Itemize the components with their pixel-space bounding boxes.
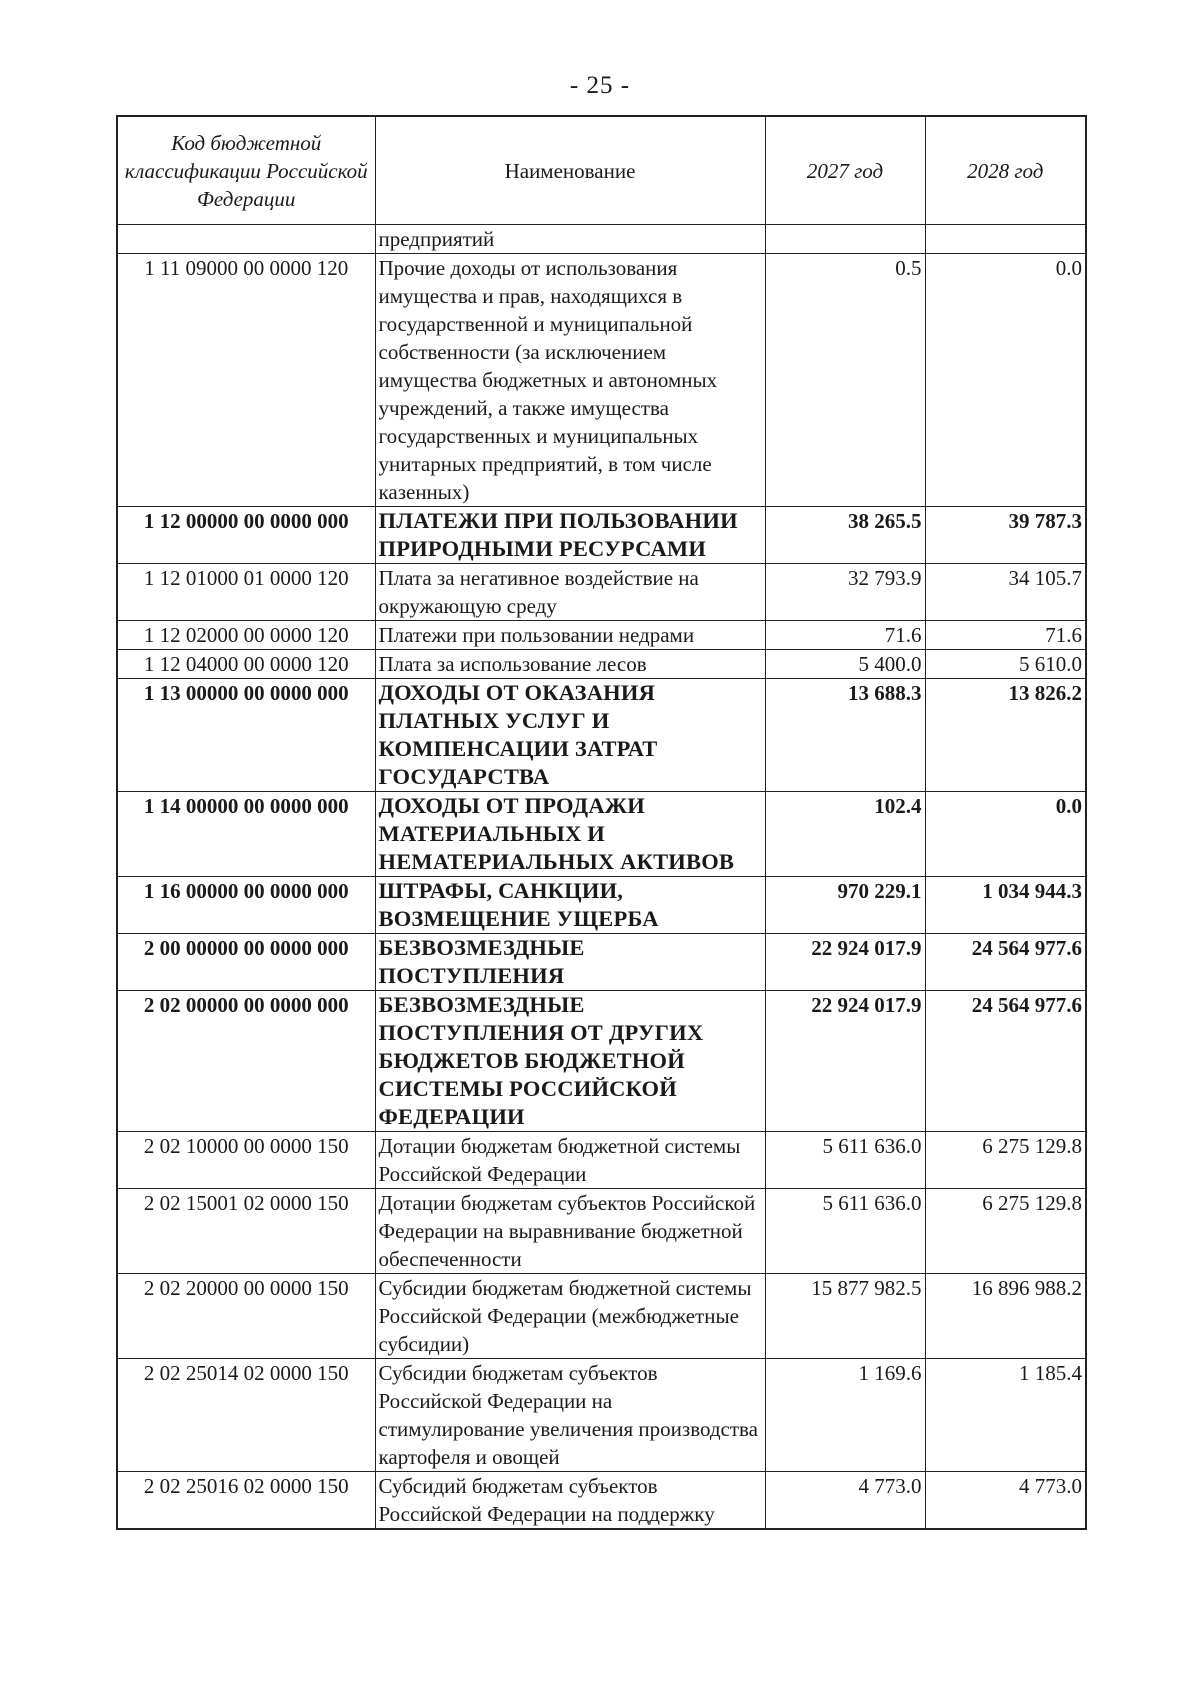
table-row xyxy=(117,621,1086,650)
row-code: 1 11 09000 00 0000 120 xyxy=(117,254,375,507)
row-code: 1 12 02000 00 0000 120 xyxy=(117,621,375,650)
row-year1: 102.4 xyxy=(765,792,925,877)
row-year2 xyxy=(925,225,1086,254)
header-year2: 2028 год xyxy=(925,116,1086,225)
row-year2: 1 034 944.3 xyxy=(925,877,1086,934)
row-year1: 38 265.5 xyxy=(765,507,925,564)
row-name: Субсидии бюджетам бюджетной системы Российской Федерации (межбюджетные субсидии) xyxy=(375,1274,765,1359)
table-row xyxy=(117,1132,1086,1189)
table-row xyxy=(117,991,1086,1132)
row-name: ШТРАФЫ, САНКЦИИ, ВОЗМЕЩЕНИЕ УЩЕРБА xyxy=(375,877,765,934)
table-row xyxy=(117,1359,1086,1472)
row-code: 2 02 10000 00 0000 150 xyxy=(117,1132,375,1189)
row-year2: 71.6 xyxy=(925,621,1086,650)
row-year2: 13 826.2 xyxy=(925,679,1086,792)
table-row xyxy=(117,254,1086,507)
row-year1: 32 793.9 xyxy=(765,564,925,621)
row-name: Плата за использование лесов xyxy=(375,650,765,679)
row-year2: 5 610.0 xyxy=(925,650,1086,679)
budget-table xyxy=(116,115,1087,1530)
row-code: 2 02 20000 00 0000 150 xyxy=(117,1274,375,1359)
row-year1: 5 400.0 xyxy=(765,650,925,679)
table-row xyxy=(117,877,1086,934)
table-row xyxy=(117,1274,1086,1359)
row-code: 1 14 00000 00 0000 000 xyxy=(117,792,375,877)
row-code: 2 02 00000 00 0000 000 xyxy=(117,991,375,1132)
row-name: Дотации бюджетам бюджетной системы Российской Федерации xyxy=(375,1132,765,1189)
row-name: Прочие доходы от использования имущества и прав, находящихся в государственной и муниципальной собственности (за исключением имущества бюджетных и автономных учреждений, а также имущества государственных и муниципальных унитарных предприятий, в том числе казенных) xyxy=(375,254,765,507)
row-year2: 6 275 129.8 xyxy=(925,1189,1086,1274)
table-row xyxy=(117,1472,1086,1530)
row-code: 1 13 00000 00 0000 000 xyxy=(117,679,375,792)
row-year1 xyxy=(765,225,925,254)
row-year1: 15 877 982.5 xyxy=(765,1274,925,1359)
row-year2: 1 185.4 xyxy=(925,1359,1086,1472)
row-code: 1 12 01000 01 0000 120 xyxy=(117,564,375,621)
row-year1: 1 169.6 xyxy=(765,1359,925,1472)
row-name: БЕЗВОЗМЕЗДНЫЕ ПОСТУПЛЕНИЯ ОТ ДРУГИХ БЮДЖЕТОВ БЮДЖЕТНОЙ СИСТЕМЫ РОССИЙСКОЙ ФЕДЕРАЦИИ xyxy=(375,991,765,1132)
row-name: ДОХОДЫ ОТ ПРОДАЖИ МАТЕРИАЛЬНЫХ И НЕМАТЕРИАЛЬНЫХ АКТИВОВ xyxy=(375,792,765,877)
row-name: Субсидий бюджетам субъектов Российской Федерации на поддержку xyxy=(375,1472,765,1530)
page-number: - 25 - xyxy=(569,72,631,99)
row-year1: 22 924 017.9 xyxy=(765,934,925,991)
row-code: 1 12 00000 00 0000 000 xyxy=(117,507,375,564)
table-row xyxy=(117,792,1086,877)
row-year2: 34 105.7 xyxy=(925,564,1086,621)
row-code: 2 02 25014 02 0000 150 xyxy=(117,1359,375,1472)
table-row xyxy=(117,934,1086,991)
row-year1: 13 688.3 xyxy=(765,679,925,792)
table-row xyxy=(117,650,1086,679)
row-name: ДОХОДЫ ОТ ОКАЗАНИЯ ПЛАТНЫХ УСЛУГ И КОМПЕНСАЦИИ ЗАТРАТ ГОСУДАРСТВА xyxy=(375,679,765,792)
row-year1: 71.6 xyxy=(765,621,925,650)
row-year1: 0.5 xyxy=(765,254,925,507)
header-year1: 2027 год xyxy=(765,116,925,225)
row-year1: 5 611 636.0 xyxy=(765,1189,925,1274)
table-header-row xyxy=(117,116,1086,225)
header-name: Наименование xyxy=(375,116,765,225)
row-name: ПЛАТЕЖИ ПРИ ПОЛЬЗОВАНИИ ПРИРОДНЫМИ РЕСУРСАМИ xyxy=(375,507,765,564)
row-year2: 4 773.0 xyxy=(925,1472,1086,1530)
row-code: 2 00 00000 00 0000 000 xyxy=(117,934,375,991)
row-year1: 970 229.1 xyxy=(765,877,925,934)
row-year2: 16 896 988.2 xyxy=(925,1274,1086,1359)
row-name: Плата за негативное воздействие на окружающую среду xyxy=(375,564,765,621)
row-code: 2 02 15001 02 0000 150 xyxy=(117,1189,375,1274)
table-row xyxy=(117,225,1086,254)
row-year2: 0.0 xyxy=(925,254,1086,507)
row-code: 1 16 00000 00 0000 000 xyxy=(117,877,375,934)
row-year1: 4 773.0 xyxy=(765,1472,925,1530)
row-year2: 6 275 129.8 xyxy=(925,1132,1086,1189)
row-name: Дотации бюджетам субъектов Российской Федерации на выравнивание бюджетной обеспеченности xyxy=(375,1189,765,1274)
table-row xyxy=(117,1189,1086,1274)
row-year2: 0.0 xyxy=(925,792,1086,877)
table-row xyxy=(117,679,1086,792)
row-year1: 5 611 636.0 xyxy=(765,1132,925,1189)
row-year2: 24 564 977.6 xyxy=(925,934,1086,991)
row-code xyxy=(117,225,375,254)
table-row xyxy=(117,507,1086,564)
row-name: Субсидии бюджетам субъектов Российской Федерации на стимулирование увеличения производства картофеля и овощей xyxy=(375,1359,765,1472)
row-name: предприятий xyxy=(375,225,765,254)
row-code: 2 02 25016 02 0000 150 xyxy=(117,1472,375,1530)
row-year2: 24 564 977.6 xyxy=(925,991,1086,1132)
row-name: БЕЗВОЗМЕЗДНЫЕ ПОСТУПЛЕНИЯ xyxy=(375,934,765,991)
header-code: Код бюджетной классификации Российской Федерации xyxy=(117,116,375,225)
row-year2: 39 787.3 xyxy=(925,507,1086,564)
row-code: 1 12 04000 00 0000 120 xyxy=(117,650,375,679)
row-name: Платежи при пользовании недрами xyxy=(375,621,765,650)
table-row xyxy=(117,564,1086,621)
row-year1: 22 924 017.9 xyxy=(765,991,925,1132)
